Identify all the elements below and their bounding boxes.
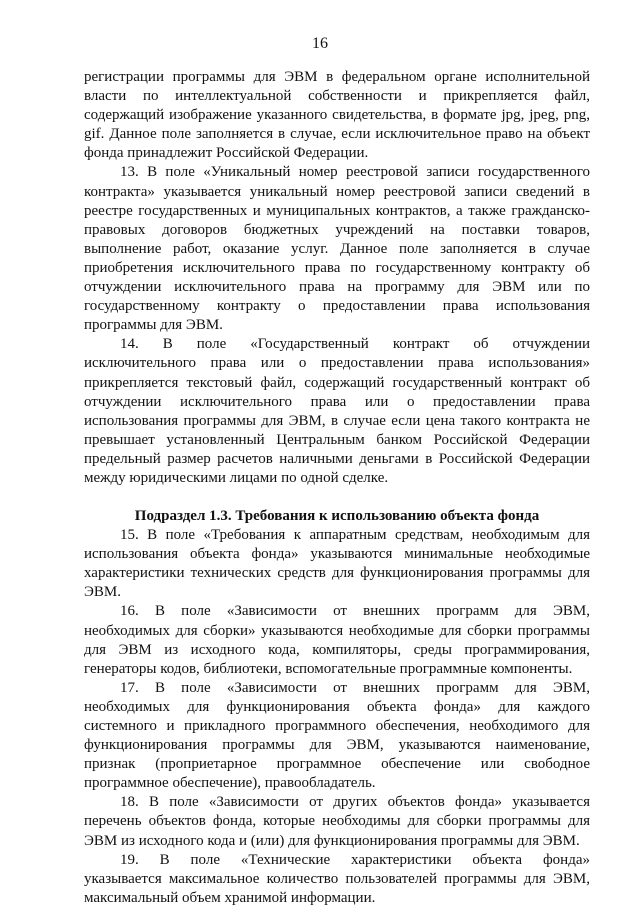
text-line: прикрепляется текстовый файл, содержащий государственный контракт об — [84, 374, 590, 391]
text-line: использования программы для ЭВМ, в случае если цена такого контракта не — [84, 412, 590, 429]
text-line: 15. В поле «Требования к аппаратным средствам, необходимым для — [120, 527, 590, 544]
text-line: между юридическими лицами по одной сделке. — [84, 469, 389, 486]
text-line: использования объекта фонда» указываются минимальные необходимые — [84, 546, 590, 563]
subsection-heading: Подраздел 1.3. Требования к использованию объекта фонда — [134, 508, 540, 525]
text-line: отчуждении исключительного права на программу для ЭВМ или по — [84, 279, 590, 296]
paragraph-19 — [84, 851, 590, 908]
text-line: 17. В поле «Зависимости от внешних программ для ЭВМ, — [120, 679, 590, 696]
text-line: 14. В поле «Государственный контракт об отчуждении — [120, 336, 590, 353]
text-line: содержащий изображение указанного свидетельства, в формате jpg, jpeg, png, — [84, 107, 590, 124]
paragraph-18 — [84, 793, 590, 850]
text-line: 16. В поле «Зависимости от внешних программ для ЭВМ, — [120, 603, 590, 620]
body-text — [84, 68, 590, 908]
text-line: 18. В поле «Зависимости от других объектов фонда» указывается — [120, 794, 590, 811]
text-line: выполнение работ, оказание услуг. Данное поле заполняется в случае — [84, 240, 590, 257]
text-line: предельный размер расчетов наличными деньгами в Российской Федерации — [84, 450, 590, 467]
text-line: превышает установленный Центральным банком Российской Федерации — [84, 431, 590, 448]
text-line: регистрации программы для ЭВМ в федеральном органе исполнительной — [84, 69, 590, 85]
paragraph-12-continuation — [84, 68, 590, 163]
text-line: необходимых для сборки» указываются необходимые для сборки программы — [84, 622, 590, 639]
paragraph-14 — [84, 335, 590, 488]
text-line: для ЭВМ из исходного кода, компиляторы, среды программирования, — [84, 641, 590, 658]
text-line: максимальный объем хранимой информации. — [84, 889, 376, 906]
paragraph-15 — [84, 526, 590, 602]
text-line: генераторы кодов, библиотеки, вспомогательные программные компоненты. — [84, 660, 573, 677]
page-number: 16 — [312, 35, 328, 52]
paragraph-13 — [84, 163, 590, 335]
text-line: функционирования программы для ЭВМ, указываются наименование, — [84, 737, 590, 754]
text-line: указывается максимальное количество пользователей программы для ЭВМ, — [84, 870, 590, 887]
text-line: 19. В поле «Технические характеристики объекта фонда» — [120, 851, 590, 868]
text-line: необходимых для функционирования объекта фонда» для каждого — [84, 698, 590, 715]
text-line: контракта» указывается уникальный номер реестровой записи сведений в — [84, 183, 590, 200]
text-line: фонда принадлежит Российской Федерации. — [84, 145, 369, 162]
text-line: правовых договоров бюджетных учреждений на поставки товаров, — [84, 221, 590, 238]
text-line: реестре государственных и муниципальных контрактов, а также гражданско- — [84, 202, 590, 219]
paragraph-16 — [84, 602, 590, 678]
text-line: ЭВМ из исходного кода и (или) для функционирования программы для ЭВМ. — [84, 832, 580, 849]
text-line: gif. Данное поле заполняется в случае, если исключительное право на объект — [84, 126, 590, 143]
text-line: программное обеспечение), правообладатель. — [84, 775, 376, 792]
text-line: власти по интеллектуальной собственности и прикрепляется файл, — [84, 88, 590, 105]
text-line: исключительного права или о предоставлении права использования» — [84, 355, 590, 372]
text-line: системного и прикладного программного обеспечения, необходимого для — [84, 718, 590, 734]
text-line: приобретения исключительного права по государственному контракту об — [84, 259, 590, 276]
text-line: характеристики технических средств для функционирования программы для — [84, 565, 590, 582]
text-line: перечень объектов фонда, которые необходимы для сборки программы для — [84, 813, 590, 830]
paragraph-17 — [84, 679, 590, 794]
text-line: 13. В поле «Уникальный номер реестровой записи государственного — [120, 164, 590, 181]
text-line: государственному контракту о предоставлении права использования — [84, 298, 590, 315]
text-line: отчуждении исключительного права или о предоставлении права — [84, 393, 590, 410]
text-line: признак (проприетарное программное обеспечение или свободное — [84, 756, 590, 773]
text-line: ЭВМ. — [84, 584, 121, 601]
text-line: программы для ЭВМ. — [84, 317, 223, 334]
